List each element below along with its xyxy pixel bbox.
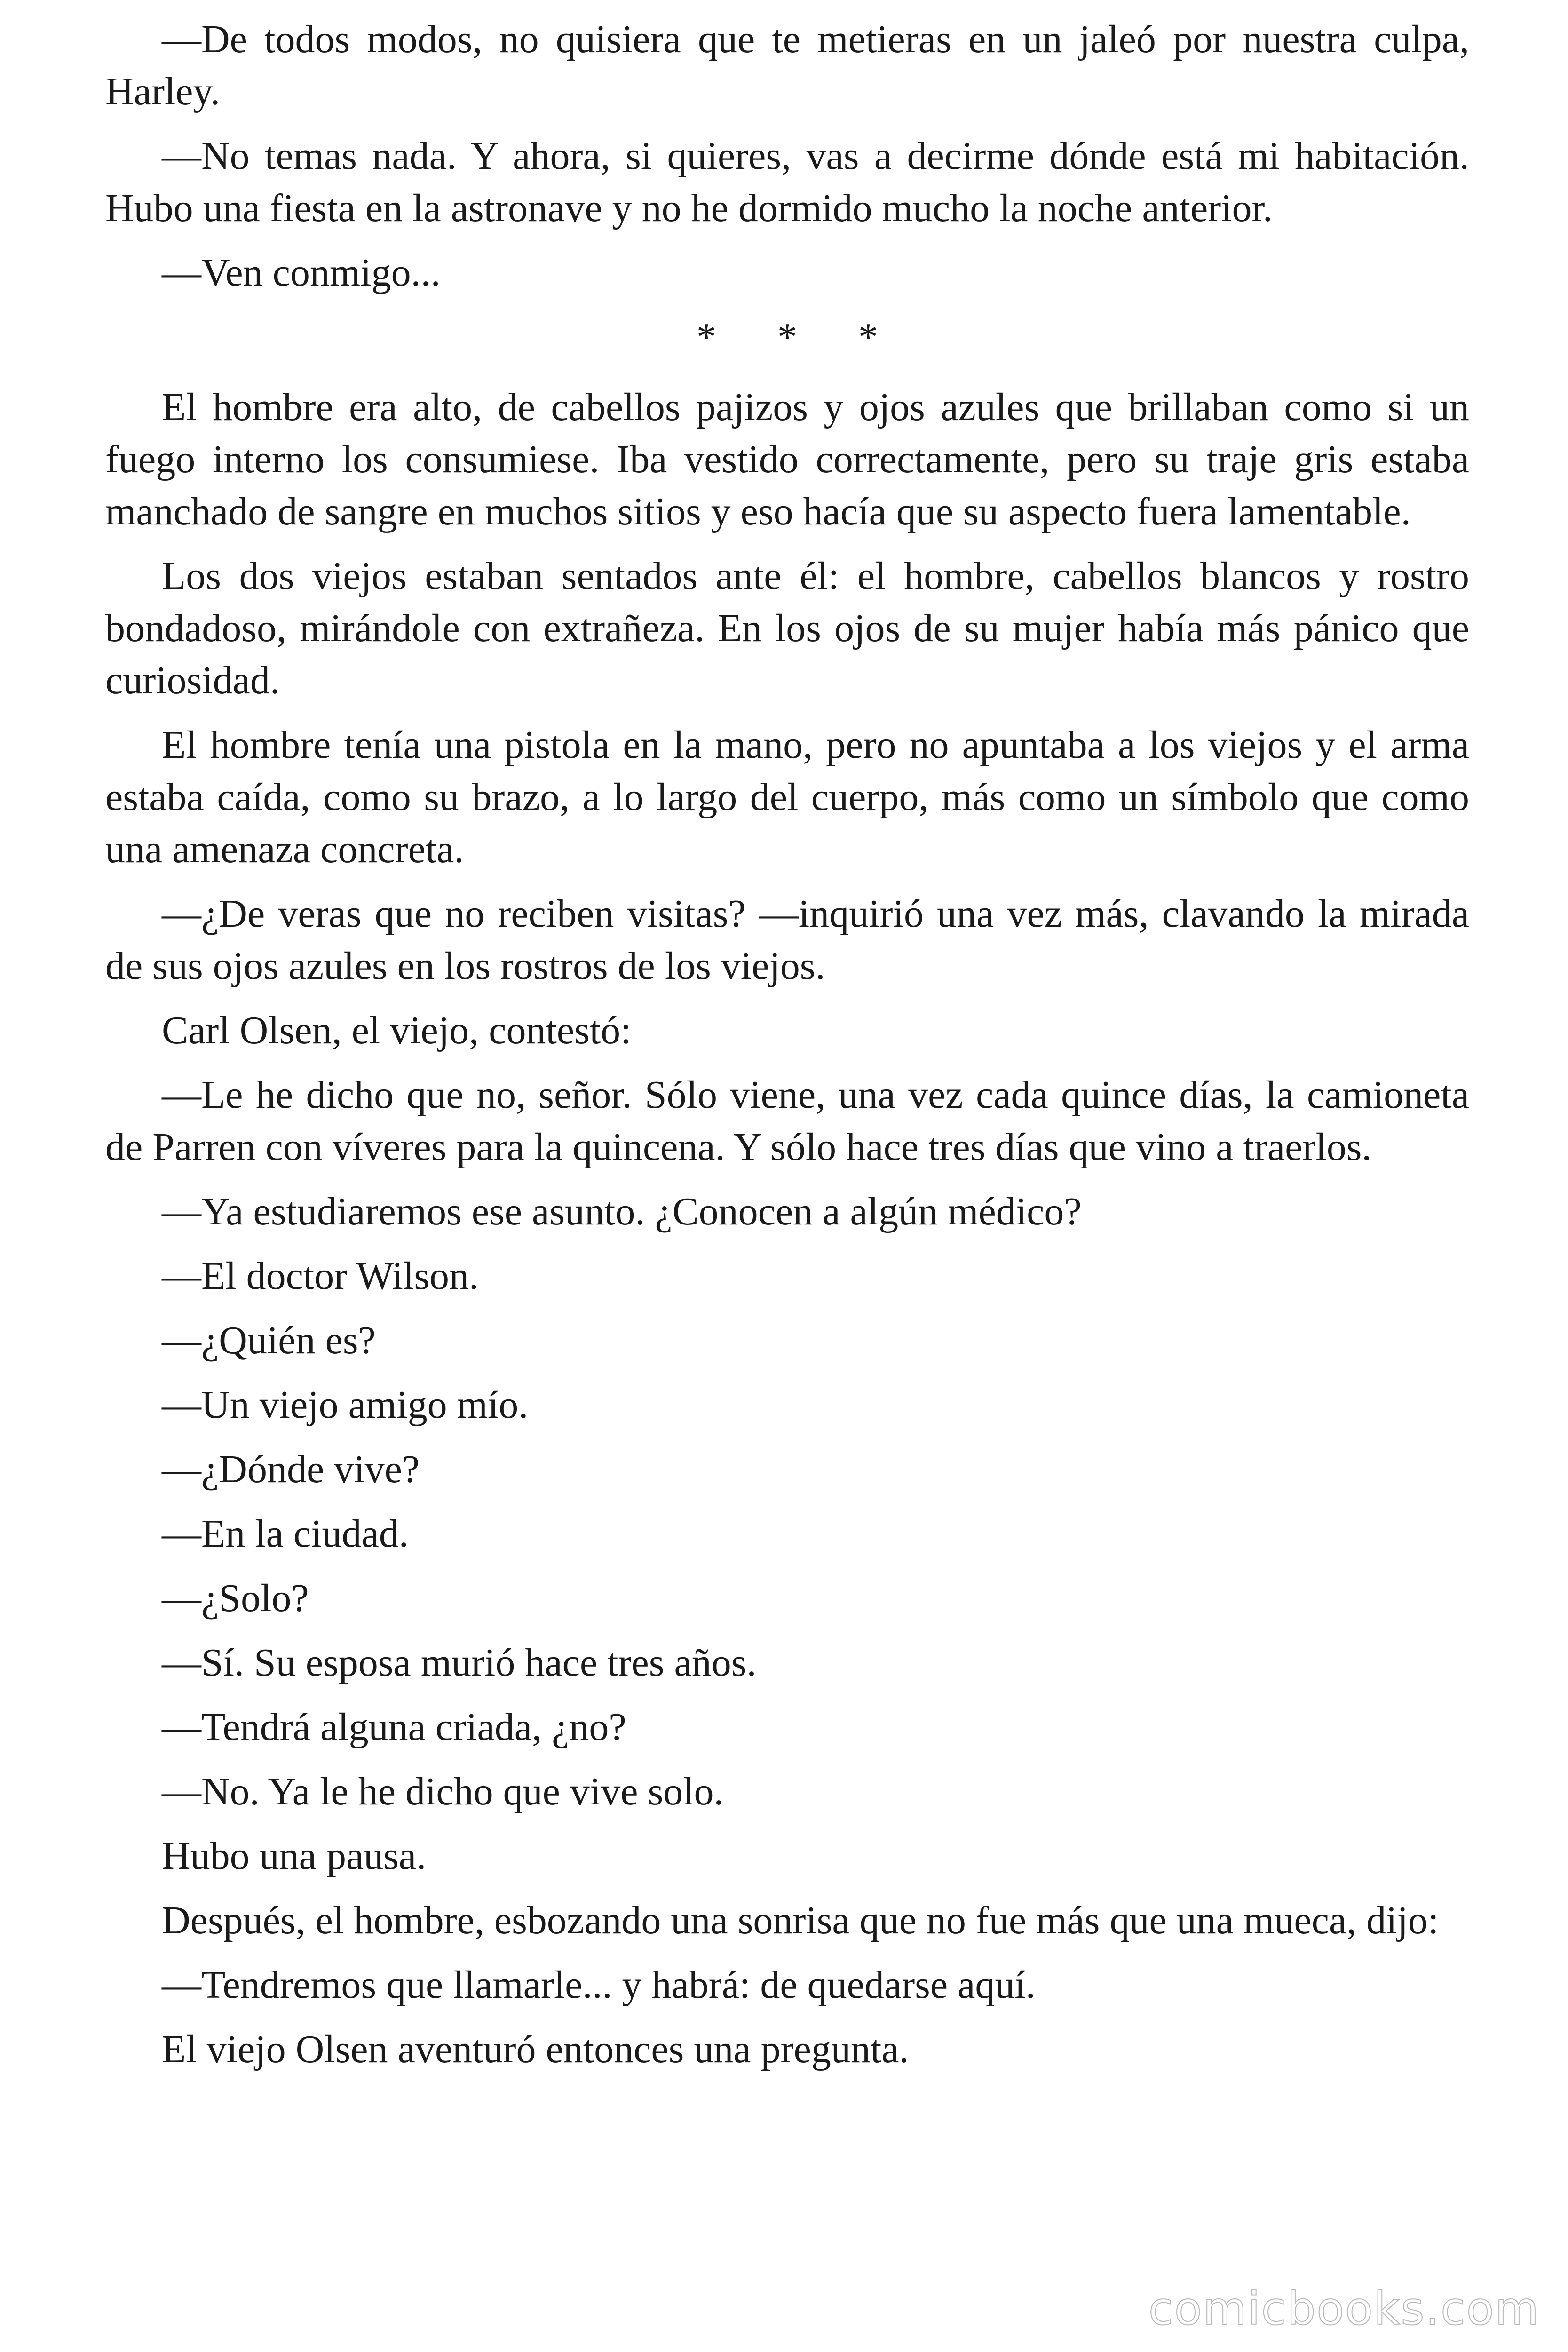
- paragraph: —¿Quién es?: [162, 1319, 376, 1362]
- paragraph: —No. Ya le he dicho que vive solo.: [162, 1770, 724, 1813]
- paragraph: El hombre era alto, de cabellos pajizos y ojos azules que brillaban como si un fuego interno los consumiese. Iba vestido correctamente, pero su traje gris estaba manchado de sangre en muchos sitios y eso hacía que su aspecto fuera lamentable.: [105, 385, 1469, 533]
- paragraph: —Le he dicho que no, señor. Sólo viene, una vez cada quince días, la camioneta de Parren con víveres para la quincena. Y sólo hace tres días que vino a traerlos.: [105, 1073, 1469, 1169]
- paragraph: —Ya estudiaremos ese asunto. ¿Conocen a algún médico?: [162, 1190, 1082, 1233]
- paragraph: —Ven conmigo...: [162, 251, 441, 294]
- paragraph: —En la ciudad.: [162, 1512, 409, 1556]
- paragraph: Carl Olsen, el viejo, contestó:: [162, 1009, 632, 1052]
- paragraph: —Sí. Su esposa murió hace tres años.: [162, 1641, 757, 1685]
- paragraph: —¿Dónde vive?: [162, 1447, 420, 1491]
- paragraph: —No temas nada. Y ahora, si quieres, vas a decirme dónde está mi habitación. Hubo una fiesta en la astronave y no he dormido mucho la noche anterior.: [105, 134, 1469, 230]
- paragraph: Después, el hombre, esbozando una sonrisa que no fue más que una mueca, dijo:: [162, 1899, 1439, 1942]
- watermark: comicbooks.com: [1148, 2282, 1540, 2335]
- scene-break: [105, 311, 1469, 363]
- page-body: [105, 13, 1469, 2088]
- paragraph: —¿Solo?: [162, 1576, 309, 1620]
- paragraph: —Tendremos que llamarle... y habrá: de quedarse aquí.: [162, 1963, 1036, 2007]
- paragraph: —Un viejo amigo mío.: [162, 1383, 529, 1427]
- paragraph: El hombre tenía una pistola en la mano, pero no apuntaba a los viejos y el arma estaba caída, como su brazo, a lo largo del cuerpo, más como un símbolo que como una amenaza concreta.: [105, 723, 1469, 871]
- paragraph: El viejo Olsen aventuró entonces una pregunta.: [162, 2027, 909, 2071]
- paragraph: —Tendrá alguna criada, ¿no?: [162, 1705, 626, 1749]
- paragraph: —¿De veras que no reciben visitas? —inquirió una vez más, clavando la mirada de sus ojos azules en los rostros de los viejos.: [105, 892, 1469, 988]
- scene-break-asterisk: *: [858, 315, 878, 359]
- paragraph: Los dos viejos estaban sentados ante él: el hombre, cabellos blancos y rostro bondadoso, mirándole con extrañeza. En los ojos de su mujer había más pánico que curiosidad.: [105, 554, 1469, 702]
- paragraph: —El doctor Wilson.: [162, 1254, 479, 1298]
- paragraph: —De todos modos, no quisiera que te metieras en un jaleó por nuestra culpa, Harley.: [105, 17, 1469, 113]
- paragraph: Hubo una pausa.: [162, 1834, 427, 1878]
- scene-break-asterisk: *: [777, 315, 797, 359]
- scene-break-asterisk: *: [697, 315, 716, 359]
